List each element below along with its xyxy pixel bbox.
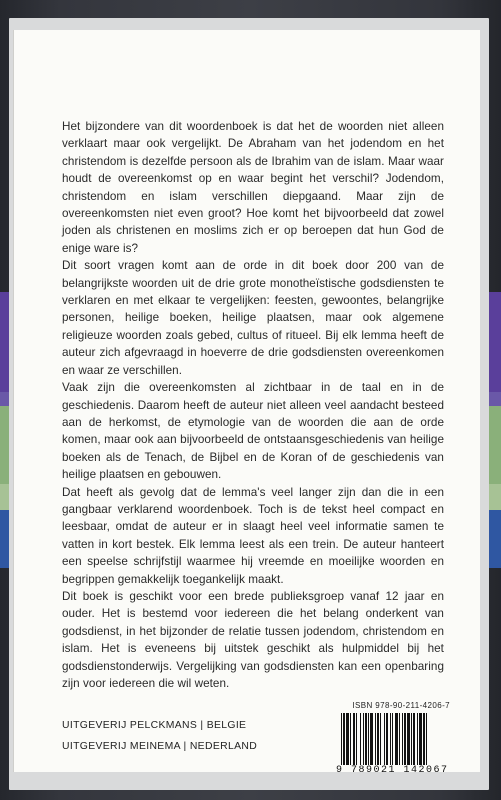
barcode-bar: [390, 713, 391, 765]
barcode-bar: [426, 713, 427, 765]
barcode: [340, 713, 448, 765]
barcode-bar: [402, 713, 403, 765]
blurb-paragraph-3: Vaak zijn die overeenkomsten al zichtbaar in de taal en in de geschiedenis. Daarom heeft de auteur niet alleen veel aandacht besteed aan de herkomst, de etymologie van de woorden die aan de orde komen, maar ook aan bijvoorbeeld de ontstaansgeschiedenis van heilige boeken als de Tenach, de Bijbel en de Koran of de geschiedenis van heilige plaatsen en gebouwen.: [62, 381, 444, 482]
barcode-bar: [411, 713, 412, 765]
barcode-bar: [346, 713, 349, 765]
publisher-belgium: UITGEVERIJ PELCKMANS | BELGIE: [62, 720, 247, 731]
barcode-bar: [363, 713, 364, 765]
blurb-paragraph-2: Dit soort vragen komt aan de orde in dit boek door 200 van de belangrijkste woorden uit de drie grote monotheïstische godsdiensten te verklaren en met elkaar te vergelijken: feesten, gewoontes, belangrijke personen, heilige boeken, heilige plaatsen, maar ook algemene religieuze woorden zoals gebed, cultus of ritueel. Bij elk lemma heeft de auteur zich afgevraagd in hoeverre de drie godsdiensten overeenkomen en waar ze verschillen.: [62, 259, 444, 377]
barcode-bar: [423, 713, 425, 765]
barcode-bar: [368, 713, 369, 765]
barcode-bar: [395, 713, 398, 765]
barcode-bar: [419, 713, 422, 765]
barcode-bar: [356, 713, 357, 765]
barcode-bar: [407, 713, 410, 765]
barcode-bar: [377, 713, 379, 765]
barcode-bar: [350, 713, 351, 765]
blurb-text: [62, 118, 444, 692]
barcode-bar: [360, 713, 361, 765]
publisher-netherlands: UITGEVERIJ MEINEMA | NEDERLAND: [62, 741, 258, 752]
barcode-bar: [384, 713, 385, 765]
barcode-bar: [417, 713, 418, 765]
blurb-paragraph-4: Dat heeft als gevolg dat de lemma's veel langer zijn dan die in een gangbaar verklarend woordenboek. Toch is de tekst heel compact en leesbaar, omdat de auteur er in slaagt heel veel informatie samen te vatten in kort bestek. Elk lemma leest als een trein. De auteur hanteert een speelse schrijfstijl waarmee hij vreemde en moeilijke woorden en begrippen gemakkelijk toegankelijk maakt.: [62, 485, 444, 586]
barcode-bar: [404, 713, 406, 765]
barcode-bar: [380, 713, 381, 765]
barcode-bar: [370, 713, 373, 765]
barcode-bar: [399, 713, 400, 765]
barcode-digits: 9 789021 142067: [336, 765, 449, 776]
barcode-bar: [386, 713, 388, 765]
barcode-bar: [375, 713, 376, 765]
blurb-paragraph-5: Dit boek is geschikt voor een brede publieksgroep vanaf 12 jaar en ouder. Het is bestemd voor iedereen die het belang onderkent van godsdienst, in het bijzonder de relatie tussen jodendom, christendom en islam. Het is eveneens bij uitstek geschikt als hulpmiddel bij het godsdienstonderwijs. Vergelijking van godsdiensten kan een openbaring zijn voor iedereen die wil weten.: [62, 589, 444, 690]
isbn-label: ISBN 978-90-211-4206-7: [352, 701, 450, 710]
blurb-paragraph-1: Het bijzondere van dit woordenboek is dat het de woorden niet alleen verklaart maar ook vergelijkt. De Abraham van het jodendom en het christendom is dezelfde persoon als de Ibrahim van de islam. Maar waar houdt de overeenkomst op en waar begint het verschil? Jodendom, christendom en islam verschillen diepgaand. Maar zijn de overeenkomsten niet even groot? Hoe komt het bijvoorbeeld dat zowel joden als christenen en moslims zich er op beroepen dat hun God de enige ware is?: [62, 120, 444, 255]
barcode-bar: [343, 713, 345, 765]
barcode-bar: [392, 713, 393, 765]
barcode-bar: [341, 713, 342, 765]
barcode-bar: [413, 713, 415, 765]
barcode-bar: [353, 713, 355, 765]
barcode-graphic: [340, 713, 448, 765]
barcode-bar: [365, 713, 367, 765]
